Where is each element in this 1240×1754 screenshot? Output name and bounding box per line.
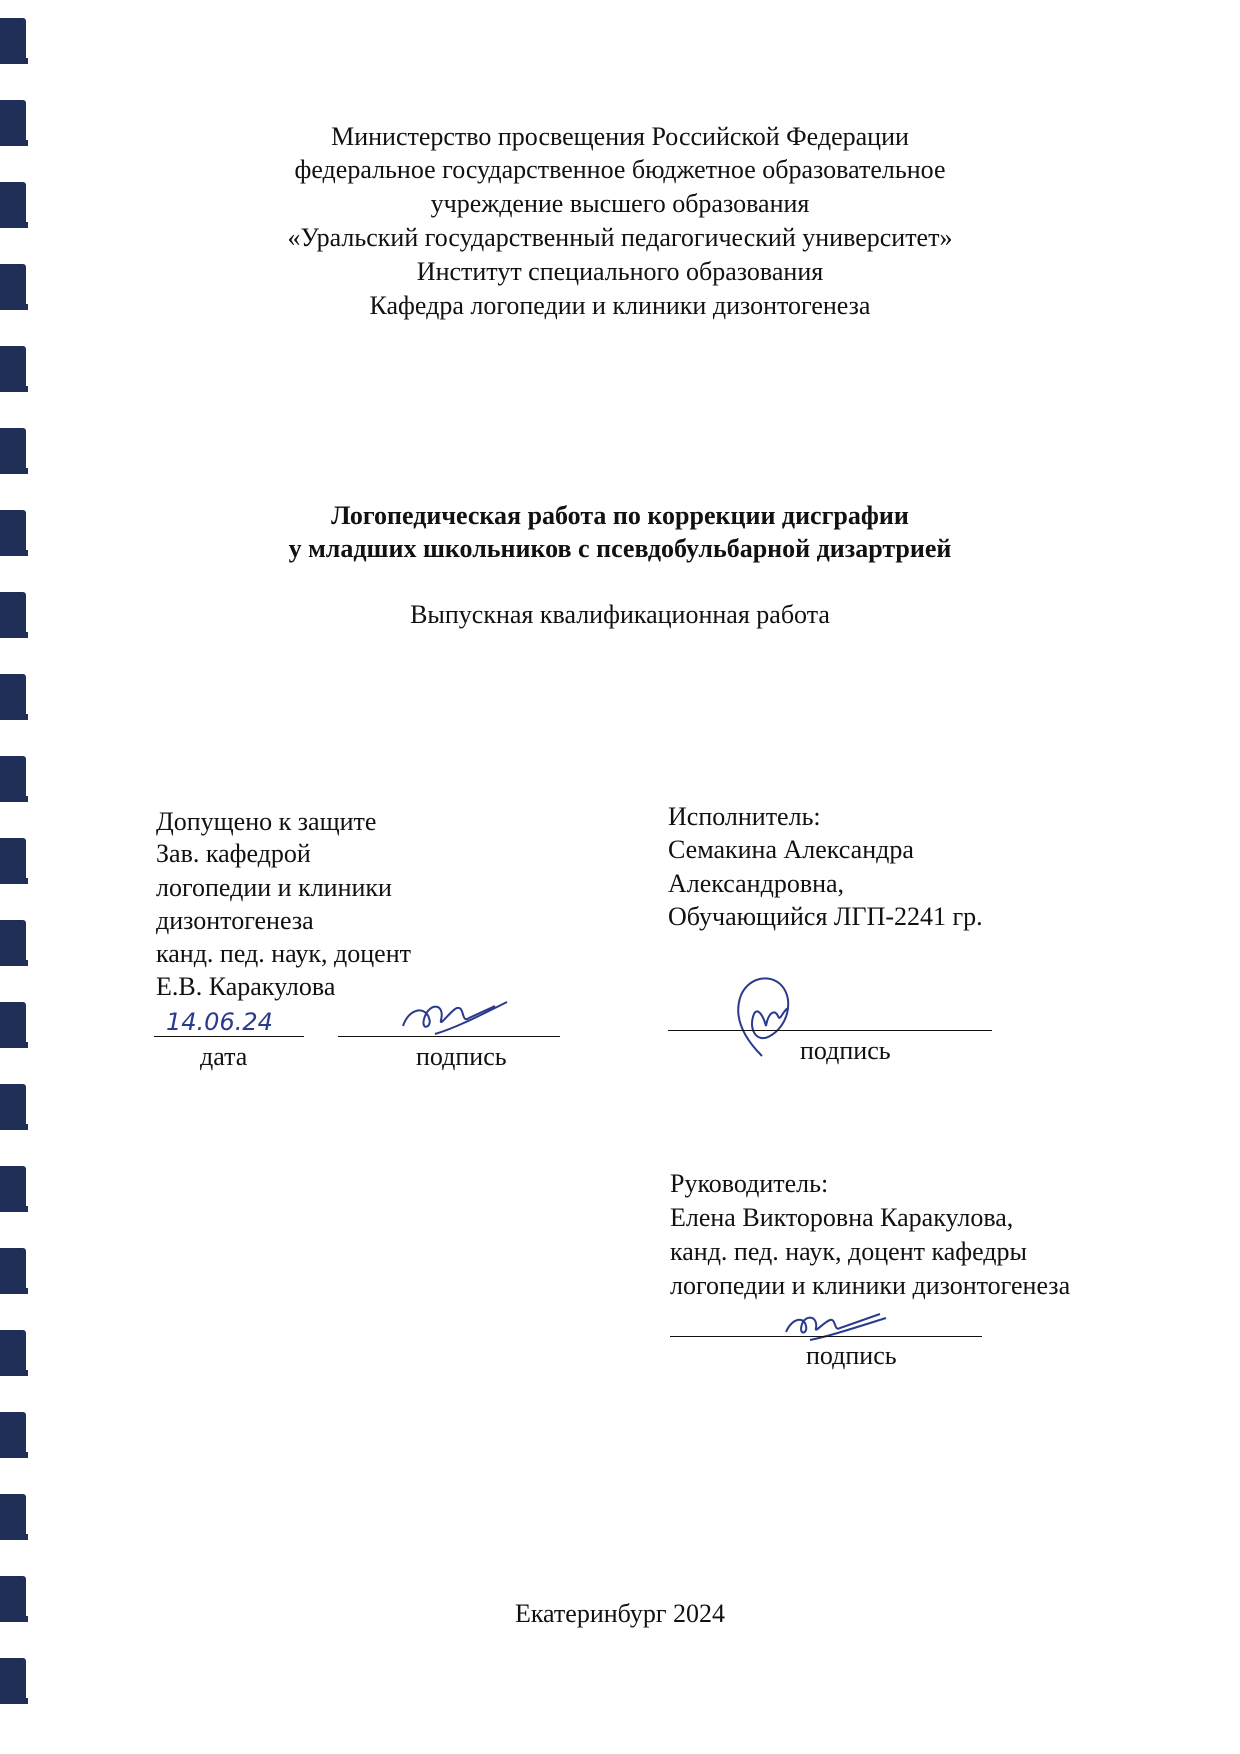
binding-ring <box>0 1248 26 1294</box>
binding-ring <box>0 838 26 884</box>
admission-line-2: Зав. кафедрой <box>156 839 311 868</box>
header-line-ministry: Министерство просвещения Российской Федерации <box>331 122 909 151</box>
admission-line-5: канд. пед. наук, доцент <box>156 939 411 968</box>
binding-ring <box>0 756 26 802</box>
supervisor-department: логопедии и клиники дизонтогенеза <box>670 1271 1071 1300</box>
supervisor-signature-line <box>670 1336 982 1337</box>
footer-city-year: Екатеринбург 2024 <box>514 1599 726 1628</box>
head-signature-scribble <box>395 988 515 1048</box>
executor-name-1: Семакина Александра <box>668 835 914 864</box>
binding-ring <box>0 1494 26 1540</box>
head-signature-line <box>338 1036 560 1037</box>
binding-ring <box>0 674 26 720</box>
admission-line-4: дизонтогенеза <box>156 906 314 935</box>
supervisor-signature-label: подпись <box>806 1341 897 1370</box>
supervisor-degree: канд. пед. наук, доцент кафедры <box>670 1237 1028 1266</box>
executor-signature-line <box>668 1030 992 1031</box>
binding-ring <box>0 346 26 392</box>
executor-signature-scribble <box>724 968 804 1060</box>
header-line-department: Кафедра логопедии и клиники дизонтогенеза <box>369 291 871 320</box>
supervisor-name: Елена Викторовна Каракулова, <box>670 1203 1014 1232</box>
binding-ring <box>0 1412 26 1458</box>
head-signature-label: подпись <box>416 1042 507 1071</box>
binding-ring <box>0 18 26 64</box>
header-line-org-type: федеральное государственное бюджетное образовательное <box>294 155 946 184</box>
handwritten-date: 14.06.24 <box>166 1008 273 1036</box>
binding-ring <box>0 1084 26 1130</box>
header-line-institute: Институт специального образования <box>416 257 824 286</box>
supervisor-heading: Руководитель: <box>670 1169 829 1198</box>
date-line <box>154 1036 304 1037</box>
admission-line-3: логопедии и клиники <box>156 873 392 902</box>
date-label: дата <box>200 1042 248 1071</box>
executor-name-2: Александровна, <box>668 869 845 898</box>
thesis-subtitle: Выпускная квалификационная работа <box>410 600 830 629</box>
admission-line-6: Е.В. Каракулова <box>156 972 336 1001</box>
binding-ring <box>0 1166 26 1212</box>
executor-group: Обучающийся ЛГП-2241 гр. <box>668 902 983 931</box>
title-line-2: у младших школьников с псевдобульбарной дизартрией <box>288 534 952 563</box>
header-line-university: «Уральский государственный педагогический университет» <box>287 223 953 252</box>
binding-ring <box>0 1002 26 1048</box>
executor-heading: Исполнитель: <box>668 802 821 831</box>
binding-ring <box>0 1658 26 1704</box>
title-line-1: Логопедическая работа по коррекции дисграфии <box>331 501 909 530</box>
binding-ring <box>0 1330 26 1376</box>
admission-line-1: Допущено к защите <box>156 807 377 836</box>
binding-ring <box>0 428 26 474</box>
header-line-edu-level: учреждение высшего образования <box>430 189 810 218</box>
binding-ring <box>0 920 26 966</box>
executor-signature-label: подпись <box>800 1036 891 1065</box>
